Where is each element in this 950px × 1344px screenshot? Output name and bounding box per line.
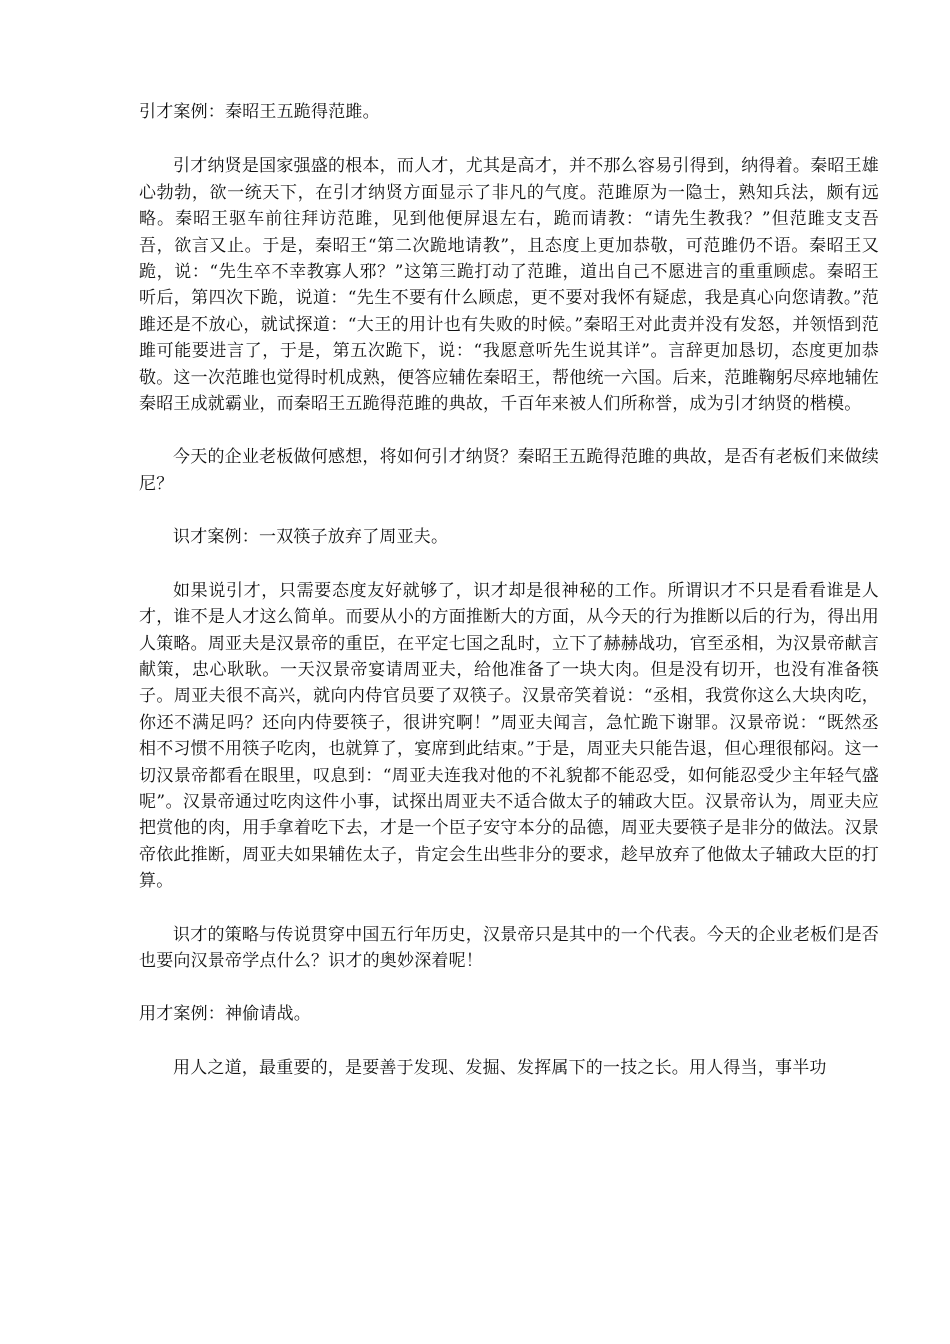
body-paragraph-recruit-reflection: 今天的企业老板做何感想，将如何引才纳贤？秦昭王五跪得范雎的典故，是否有老板们来做续尼？ [139, 447, 879, 494]
case-heading-recruit: 引才案例：秦昭王五跪得范雎。 [139, 102, 380, 122]
case-heading-identify: 识才案例：一双筷子放弃了周亚夫。 [173, 527, 449, 548]
document-body [139, 99, 879, 1081]
case-heading-employ: 用才案例：神偷请战。 [139, 1004, 311, 1025]
body-paragraph-zhou-yafu: 如果说引才，只需要态度友好就够了，识才却是很神秘的工作。所谓识才不只是看看谁是人才，谁不是人才这么简单。而要从小的方面推断大的方面，从今天的行为推断以后的行为，得出用人策略。周亚夫是汉景帝的重臣，在平定七国之乱时，立下了赫赫战功，官至丞相，为汉景帝献言献策，忠心耿耿。一天汉景帝宴请周亚夫，给他准备了一块大肉。但是没有切开，也没有准备筷子。周亚夫很不高兴，就向内侍官员要了双筷子。汉景帝笑着说：“丞相，我赏你这么大块肉吃，你还不满足吗？还向内侍要筷子，很讲究啊！”周亚夫闻言，急忙跪下谢罪。汉景帝说：“既然丞相不习惯不用筷子吃肉，也就算了，宴席到此结束。”于是，周亚夫只能告退，但心理很郁闷。这一切汉景帝都看在眼里，叹息到：“周亚夫连我对他的不礼貌都不能忍受，如何能忍受少主年轻气盛呢”。汉景帝通过吃肉这件小事，试探出周亚夫不适合做太子的辅政大臣。汉景帝认为，周亚夫应把赏他的肉，用手拿着吃下去，才是一个臣子安守本分的品德，周亚夫要筷子是非分的做法。汉景帝依此推断，周亚夫如果辅佐太子，肯定会生出些非分的要求，趁早放弃了他做太子辅政大臣的打算。 [139, 580, 879, 892]
body-paragraph-qin-zhaowang: 引才纳贤是国家强盛的根本，而人才，尤其是高才，并不那么容易引得到，纳得着。秦昭王雄心勃勃，欲一统天下，在引才纳贤方面显示了非凡的气度。范雎原为一隐士，熟知兵法，颇有远略。秦昭王驱车前往拜访范雎，见到他便屏退左右，跪而请教：“请先生教我？”但范雎支支吾吾，欲言又止。于是，秦昭王“第二次跪地请教”，且态度上更加恭敬，可范雎仍不语。秦昭王又跪，说：“先生卒不幸教寡人邪？”这第三跪打动了范雎，道出自己不愿进言的重重顾虑。秦昭王听后，第四次下跪，说道：“先生不要有什么顾虑，更不要对我怀有疑虑，我是真心向您请教。”范雎还是不放心，就试探道：“大王的用计也有失败的时候。”秦昭王对此责并没有发怒，并领悟到范雎可能要进言了，于是，第五次跪下，说：“我愿意听先生说其详”。言辞更加恳切，态度更加恭敬。这一次范雎也觉得时机成熟，便答应辅佐秦昭王，帮他统一六国。后来，范雎鞠躬尽瘁地辅佐秦昭王成就霸业，而秦昭王五跪得范雎的典故，千百年来被人们所称誉，成为引才纳贤的楷模。 [139, 156, 879, 415]
body-paragraph-identify-reflection: 识才的策略与传说贯穿中国五行年历史，汉景帝只是其中的一个代表。今天的企业老板们是否也要向汉景帝学点什么？识才的奥妙深着呢！ [139, 924, 879, 971]
body-paragraph-employ: 用人之道，最重要的，是要善于发现、发掘、发挥属下的一技之长。用人得当，事半功 [173, 1057, 827, 1078]
